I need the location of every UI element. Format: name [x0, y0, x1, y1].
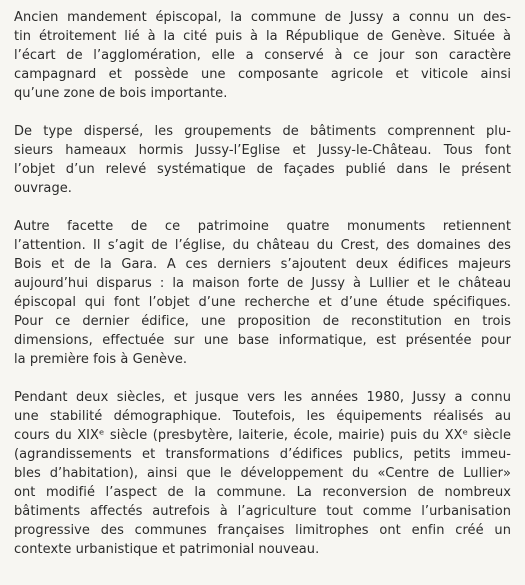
document-page: [14, 8, 511, 578]
text-line: aujourd’hui disparus : la maison forte de Jussy à Lullier et le château: [14, 276, 511, 291]
text-line: ont modifié l’aspect de la commune. La reconversion de nombreux: [14, 485, 511, 500]
text-line: contexte urbanistique et patrimonial nouveau.: [14, 542, 320, 557]
text-line: cours du XIXᵉ siècle (presbytère, laiterie, école, mairie) puis du XXᵉ siècle: [14, 428, 511, 443]
text-line: sieurs hameaux hormis Jussy-l’Eglise et Jussy-le-Château. Tous font: [14, 143, 511, 158]
text-line: tin étroitement lié à la cité puis à la République de Genève. Située à: [14, 29, 511, 44]
text-line: une stabilité démographique. Toutefois, les équipements réalisés au: [14, 409, 511, 424]
text-line: Ancien mandement épiscopal, la commune de Jussy a connu un des-: [14, 10, 511, 25]
text-line: Autre facette de ce patrimoine quatre monuments retiennent: [14, 219, 511, 234]
text-line: ouvrage.: [14, 181, 72, 196]
text-line: campagnard et possède une composante agricole et viticole ainsi: [14, 67, 511, 82]
text-line: l’objet d’un relevé systématique de façades publié dans le présent: [14, 162, 511, 177]
text-line: Pendant deux siècles, et jusque vers les années 1980, Jussy a connu: [14, 390, 511, 405]
text-line: bâtiments affectés autrefois à l’agriculture tout comme l’urbanisation: [14, 504, 511, 519]
text-line: épiscopal qui font l’objet d’une recherche et d’une étude spécifiques.: [14, 295, 511, 310]
paragraph-4: [14, 388, 511, 559]
text-line: bles d’habitation), ainsi que le développement du «Centre de Lullier»: [14, 466, 511, 481]
paragraph-3: [14, 217, 511, 369]
text-line: l’attention. Il s’agit de l’église, du château du Crest, des domaines des: [14, 238, 511, 253]
text-line: qu’une zone de bois importante.: [14, 86, 228, 101]
text-line: progressive des communes françaises limitrophes ont enfin créé un: [14, 523, 511, 538]
text-line: Pour ce dernier édifice, une proposition de reconstitution en trois: [14, 314, 511, 329]
text-line: la première fois à Genève.: [14, 352, 188, 367]
text-line: (agrandissements et transformations d’édifices publics, petits immeu-: [14, 447, 511, 462]
text-line: l’écart de l’agglomération, elle a conservé à ce jour son caractère: [14, 48, 511, 63]
text-line: dimensions, effectuée sur une base informatique, est présentée pour: [14, 333, 511, 348]
text-line: Bois et de la Gara. A ces derniers s’ajoutent deux édifices majeurs: [14, 257, 511, 272]
paragraph-2: [14, 122, 511, 198]
paragraph-1: [14, 8, 511, 103]
text-line: De type dispersé, les groupements de bâtiments comprennent plu-: [14, 124, 511, 139]
